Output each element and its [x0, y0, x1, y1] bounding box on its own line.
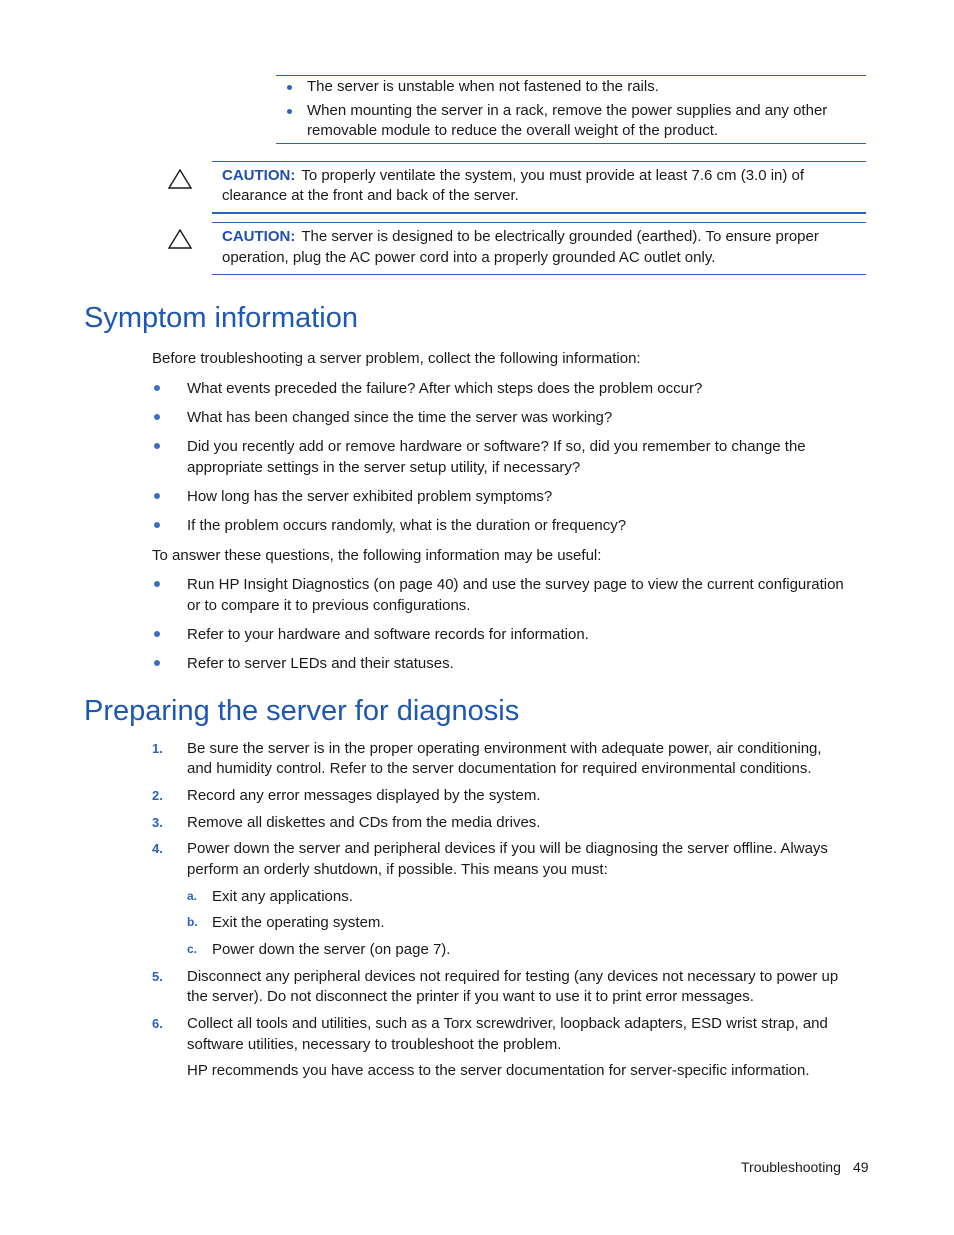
step-text: the server). Do not disconnect the printer if you want to use it to print error messages.	[187, 988, 754, 1005]
substep-letter: b.	[187, 915, 198, 929]
list-item: What events preceded the failure? After which steps does the problem occur?	[187, 380, 703, 397]
list-item: Run HP Insight Diagnostics (on page 40) and use the survey page to view the current configuration	[187, 576, 844, 593]
caution-line: The server is designed to be electrically grounded (earthed). To ensure proper	[301, 228, 819, 245]
step-text: Record any error messages displayed by the system.	[187, 787, 541, 804]
list-item: appropriate settings in the server setup utility, if necessary?	[187, 459, 581, 476]
bullet-icon	[154, 443, 160, 449]
bullet-icon	[154, 493, 160, 499]
list-item: What has been changed since the time the server was working?	[187, 409, 613, 426]
bullet-icon	[287, 85, 292, 90]
section-heading: Preparing the server for diagnosis	[84, 695, 520, 727]
top-list-item: When mounting the server in a rack, remove the power supplies and any other	[307, 102, 828, 119]
caution-triangle-icon	[168, 169, 192, 189]
step-number: 2.	[152, 788, 163, 803]
step-text: perform an orderly shutdown, if possible. This means you must:	[187, 861, 608, 878]
caution-line: clearance at the front and back of the server.	[222, 187, 519, 204]
caution-bottom-rule	[212, 212, 866, 214]
bullet-icon	[154, 414, 160, 420]
bullet-icon	[154, 631, 160, 637]
step-number: 4.	[152, 841, 163, 856]
step-text: Remove all diskettes and CDs from the media drives.	[187, 814, 541, 831]
substep-text: Exit the operating system.	[212, 914, 385, 931]
step-number: 1.	[152, 741, 163, 756]
substep-text: Power down the server (on page 7).	[212, 941, 451, 958]
step-number: 3.	[152, 815, 163, 830]
list-item: How long has the server exhibited problem symptoms?	[187, 488, 553, 505]
paragraph: HP recommends you have access to the server documentation for server-specific information.	[187, 1062, 810, 1079]
caution-top-rule	[212, 161, 866, 162]
paragraph: To answer these questions, the following information may be useful:	[152, 547, 602, 564]
step-number: 6.	[152, 1016, 163, 1031]
bullet-icon	[154, 522, 160, 528]
substep-letter: a.	[187, 889, 198, 903]
footer-section-name: Troubleshooting	[741, 1159, 841, 1175]
caution-triangle-icon	[168, 229, 192, 249]
page-number: 49	[853, 1159, 869, 1175]
top-list-item: The server is unstable when not fastened to the rails.	[307, 78, 659, 95]
step-text: Be sure the server is in the proper operating environment with adequate power, air conditioning,	[187, 740, 822, 757]
caution-top-rule	[212, 222, 866, 223]
caution-line: operation, plug the AC power cord into a properly grounded AC outlet only.	[222, 249, 716, 266]
top-list-item: removable module to reduce the overall weight of the product.	[307, 122, 719, 139]
paragraph: Before troubleshooting a server problem, collect the following information:	[152, 350, 641, 367]
caution-line: To properly ventilate the system, you must provide at least 7.6 cm (3.0 in) of	[301, 167, 805, 184]
bullet-icon	[154, 660, 160, 666]
bullet-icon	[154, 385, 160, 391]
bullet-icon	[154, 581, 160, 587]
step-text: Power down the server and peripheral devices if you will be diagnosing the server offline. Always	[187, 840, 828, 857]
list-item: Did you recently add or remove hardware or software? If so, did you remember to change the	[187, 438, 806, 455]
caution-text	[222, 226, 819, 247]
step-number: 5.	[152, 969, 163, 984]
step-text: and humidity control. Refer to the server documentation for required environmental conditions.	[187, 760, 812, 777]
list-item: Refer to your hardware and software records for information.	[187, 626, 589, 643]
top-list-bottom-rule	[276, 143, 866, 144]
caution-text	[222, 165, 804, 186]
substep-letter: c.	[187, 942, 198, 956]
caution-bottom-rule	[212, 274, 866, 275]
substep-text: Exit any applications.	[212, 888, 353, 905]
step-text: software utilities, necessary to troubleshoot the problem.	[187, 1036, 562, 1053]
caution-label: CAUTION:	[222, 167, 296, 184]
section-heading: Symptom information	[84, 302, 358, 334]
step-text: Disconnect any peripheral devices not required for testing (any devices not necessary to power up	[187, 968, 839, 985]
step-text: Collect all tools and utilities, such as a Torx screwdriver, loopback adapters, ESD wrist strap, and	[187, 1015, 828, 1032]
caution-label: CAUTION:	[222, 228, 296, 245]
list-item: Refer to server LEDs and their statuses.	[187, 655, 454, 672]
list-item: If the problem occurs randomly, what is the duration or frequency?	[187, 517, 627, 534]
bullet-icon	[287, 109, 292, 114]
list-item: or to compare it to previous configurations.	[187, 597, 471, 614]
